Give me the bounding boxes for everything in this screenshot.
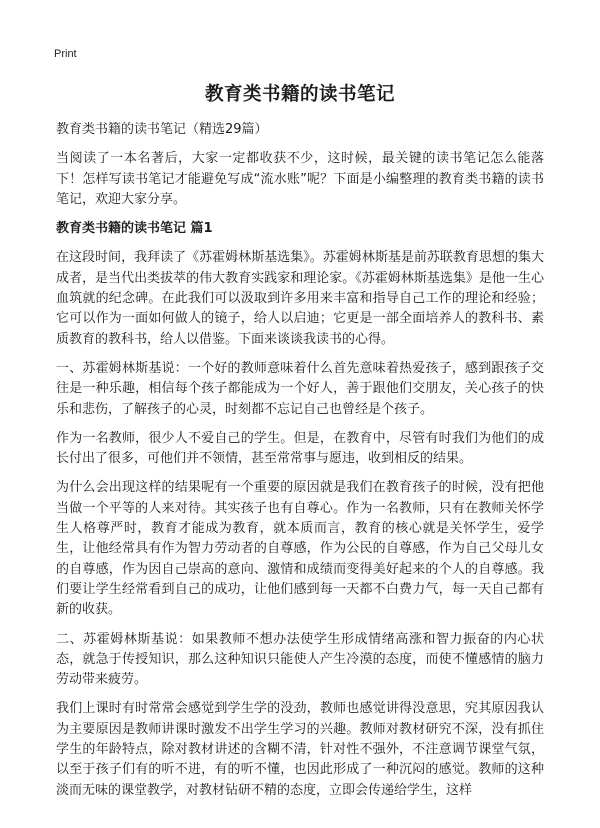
page-title: 教育类书籍的读书笔记 [204, 84, 395, 105]
document-body [56, 120, 544, 810]
body-paragraph: 作为一名教师，很少人不爱自己的学生。但是，在教育中，尽管有时我们为他们的成长付出了很多，可他们并不领情，甚至常常事与愿违，收到相反的结果。 [56, 430, 544, 467]
body-paragraph: 在这段时间，我拜读了《苏霍姆林斯基选集》。苏霍姆林斯基是前苏联教育思想的集大成者，是当代出类拔萃的伟大教育实践家和理论家。《苏霍姆林斯基选集》是他一生心血筑就的纪念碑。在此我们可以汲取到许多用来丰富和指导自己工作的理论和经验；它可以作为一面如何做人的镜子，给人以启迪；它更是一部全面培养人的教科书、素质教育的教科书，给人以借鉴。下面来谈谈我读书的心得。 [56, 250, 544, 347]
body-paragraph: 一、苏霍姆林斯基说：一个好的教师意味着什么首先意味着热爱孩子，感到跟孩子交往是一种乐趣，相信每个孩子都能成为一个好人，善于跟他们交朋友，关心孩子的快乐和悲伤，了解孩子的心灵，时刻都不忘记自己也曾经是个孩子。 [56, 360, 544, 417]
intro-paragraph: 当阅读了一本名著后，大家一定都收获不少，这时候，最关键的读书笔记怎么能落下！怎样写读书笔记才能避免写成“流水账”呢？下面是小编整理的教育类书籍的读书笔记，欢迎大家分享。 [56, 151, 544, 207]
body-paragraph: 二、苏霍姆林斯基说：如果教师不想办法使学生形成情绪高涨和智力振奋的内心状态，就急于传授知识，那么这种知识只能使人产生冷漠的态度，而使不懂感情的脑力劳动带来疲劳。 [56, 631, 544, 688]
section-heading: 教育类书籍的读书笔记 篇1 [56, 221, 213, 237]
document-subtitle: 教育类书籍的读书笔记（精选29篇） [56, 122, 268, 137]
body-paragraph: 为什么会出现这样的结果呢有一个重要的原因就是我们在教育孩子的时候，没有把他当做一个平等的人来对待。其实孩子也有自尊心。作为一名教师，只有在教师关怀学生人格尊严时，教育才能成为教育，就本质而言，教育的核心就是关怀学生，爱学生，让他经常具有作为智力劳动者的自尊感，作为公民的自尊感，作为自己父母儿女的自尊感，作为因自己崇高的意向、激情和成绩而变得美好起来的个人的自尊感。我们要让学生经常看到自己的成功，让他们感到每一天都不白费力气，每一天自己都有新的收获。 [56, 480, 544, 618]
body-paragraph: 我们上课时有时常常会感觉到学生学的没劲，教师也感觉讲得没意思，究其原因我认为主要原因是教师讲课时激发不出学生学习的兴趣。教师对教材研究不深，没有抓住学生的年龄特点，除对教材讲述的含糊不清，针对性不强外，不注意调节课堂气氛，以至于孩子们有的听不进，有的听不懂，也因此形成了一种沉闷的感觉。教师的这种淡而无味的课堂教学，对教材钻研不精的态度，立即会传递给学生，这样 [56, 701, 544, 798]
print-link[interactable]: Print [54, 48, 77, 60]
